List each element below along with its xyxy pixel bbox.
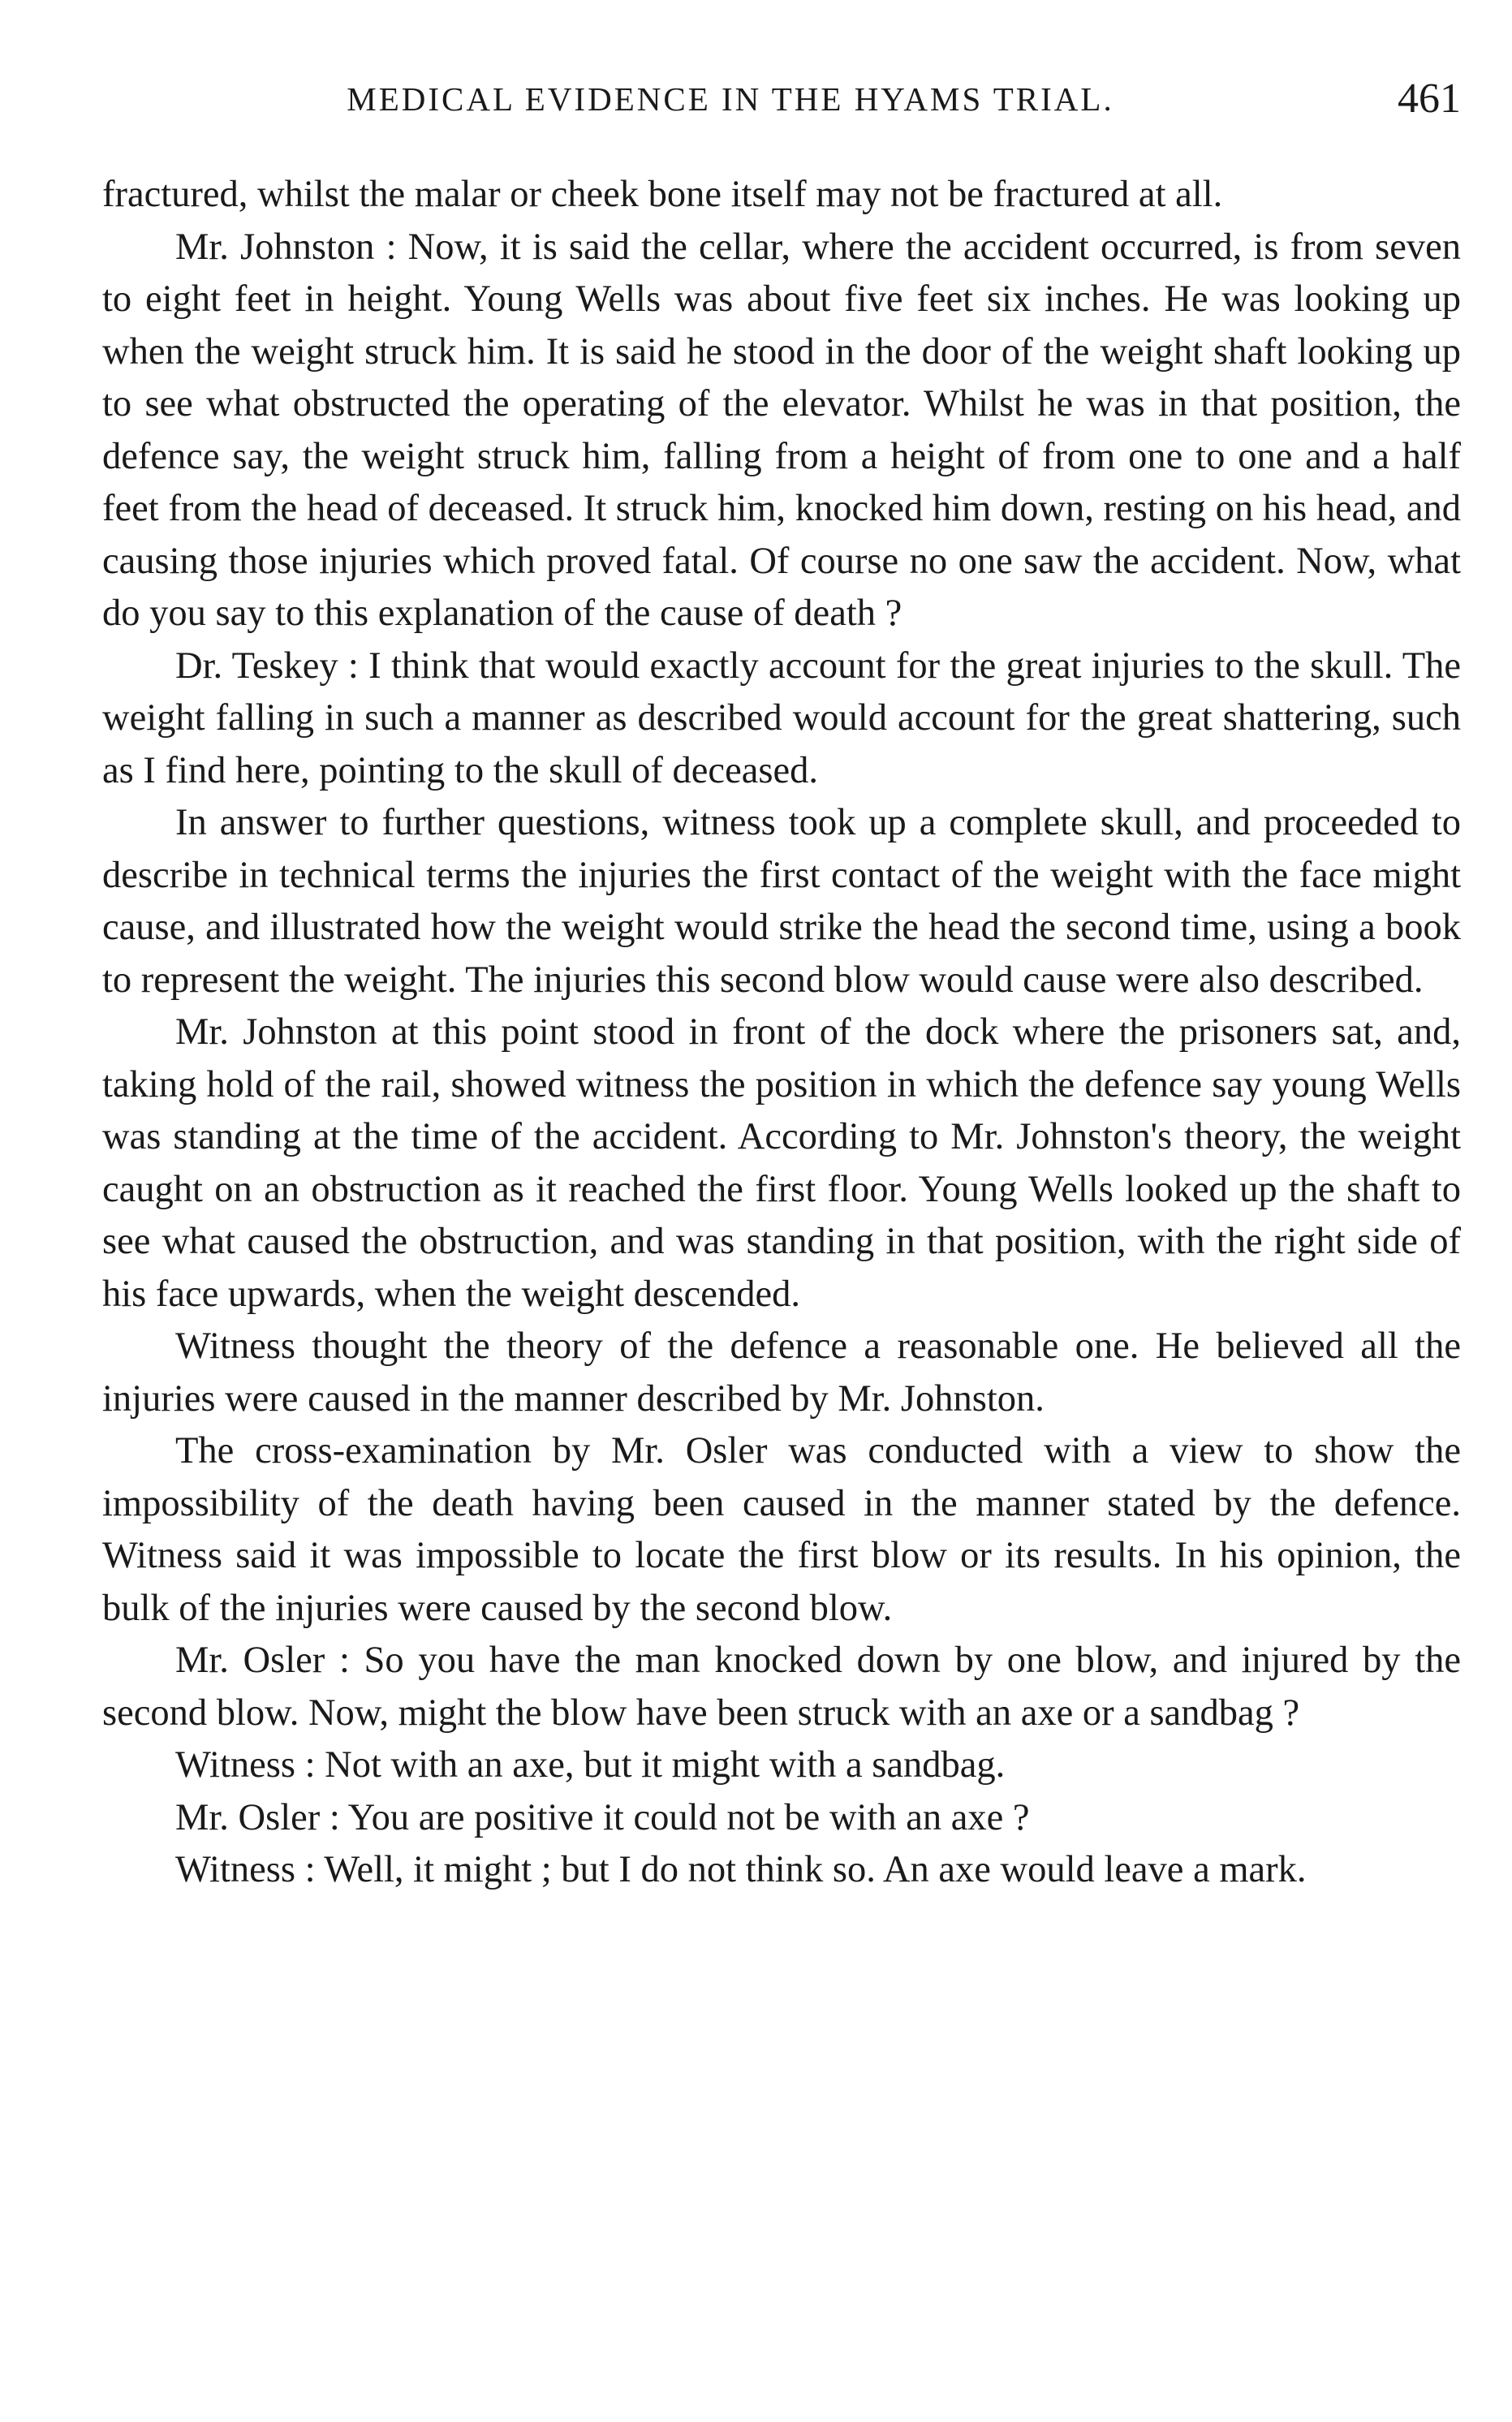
paragraph-cross-examination: The cross-examination by Mr. Osler was conducted with a view to show the impossibility of the death having been caused in the manner stated by the defence. Witness said it was impossible to locate the first blow or its results. In his opinion, the bulk of the injuries were caused by the second blow. — [102, 1430, 1461, 1629]
paragraph-witness-opinion: Witness thought the theory of the defence a reasonable one. He believed all the injuries were caused in the manner described by Mr. Johnston. — [102, 1325, 1461, 1420]
paragraph-osler-question: Mr. Osler : So you have the man knocked down by one blow, and injured by the second blow. Now, might the blow have been struck with an axe or a sandbag ? — [102, 1640, 1461, 1734]
paragraph-witness-reply: Witness : Not with an axe, but it might with a sandbag. — [175, 1744, 1006, 1786]
paragraph-skull-demonstration: In answer to further questions, witness took up a complete skull, and proceeded to describe in technical terms the injuries the first contact of the weight with the face might cause, and illustrated how the weight would strike the head the second time, using a book to represent the weight. The injuries this second blow would cause were also described. — [102, 802, 1461, 1001]
running-title: MEDICAL EVIDENCE IN THE HYAMS TRIAL. — [347, 80, 1114, 118]
running-head — [97, 75, 1461, 140]
page-number: 461 — [1398, 75, 1461, 122]
paragraph-dock-demonstration: Mr. Johnston at this point stood in front of the dock where the prisoners sat, and, taking hold of the rail, showed witness the position in which the defence say young Wells was standing at the time of the accident. According to Mr. Johnston's theory, the weight caught on an obstruction as it reached the first floor. Young Wells looked up the shaft to see what caused the obstruction, and was standing in that position, with the right side of his face upwards, when the weight descended. — [102, 1011, 1461, 1315]
paragraph-osler-followup: Mr. Osler : You are positive it could not be with an axe ? — [175, 1796, 1030, 1838]
paragraph-teskey-answer: Dr. Teskey : I think that would exactly account for the great injuries to the skull. The weight falling in such a manner as described would account for the great shattering, such as I find here, pointing to the skull of deceased. — [102, 644, 1461, 791]
paragraph-continuation: fractured, whilst the malar or cheek bone itself may not be fractured at all. — [102, 174, 1223, 215]
paragraph-witness-final: Witness : Well, it might ; but I do not think so. An axe would leave a mark. — [175, 1849, 1307, 1890]
paragraph-johnston-question: Mr. Johnston : Now, it is said the cellar, where the accident occurred, is from seven to eight feet in height. Young Wells was about five feet six inches. He was looking up when the weight struck him. It is said he stood in the door of the weight shaft looking up to see what obstructed the operating of the elevator. Whilst he was in that position, the defence say, the weight struck him, falling from a height of from one to one and a half feet from the head of deceased. It struck him, knocked him down, resting on his head, and causing those injuries which proved fatal. Of course no one saw the accident. Now, what do you say to this explanation of the cause of death ? — [102, 226, 1461, 634]
body-text — [102, 169, 1461, 1897]
